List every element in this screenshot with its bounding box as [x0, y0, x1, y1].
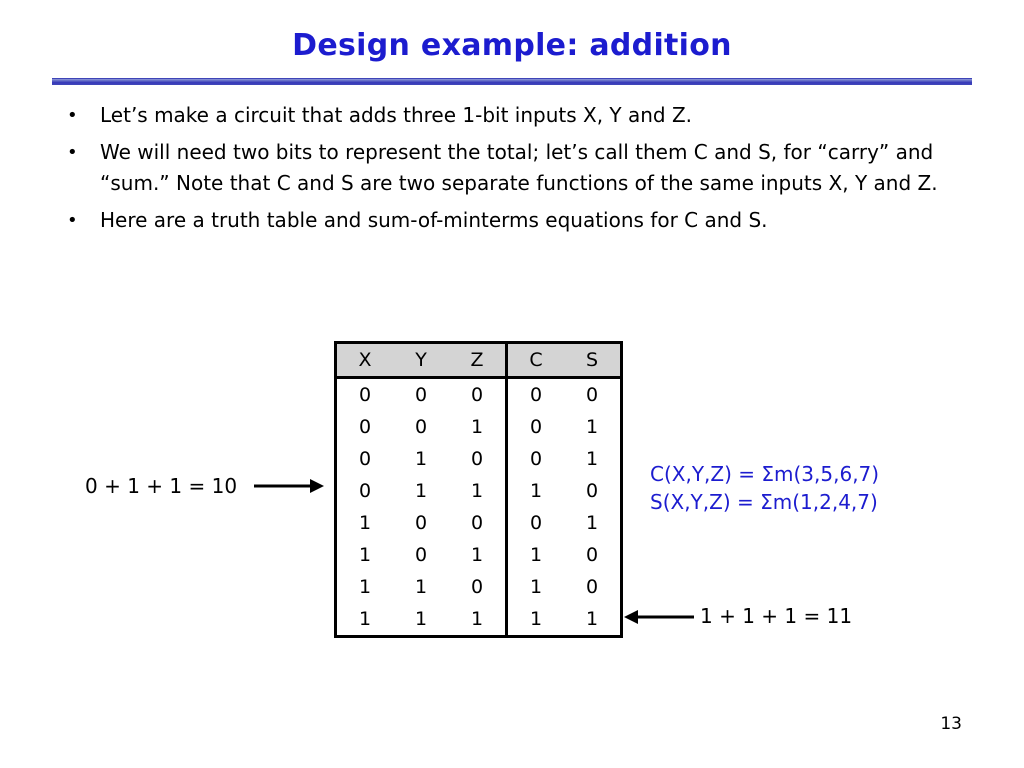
- table-cell: 0: [449, 571, 507, 603]
- table-cell: 0: [414, 512, 428, 534]
- bullet-icon: •: [67, 105, 78, 126]
- bullet-text: We will need two bits to represent the total; let’s call them C and S, for “carry” and “sum.” Note that C and S are two separate functions of the same inputs X, Y and Z.: [100, 140, 938, 195]
- table-row: [336, 475, 622, 507]
- table-cell: 0: [585, 544, 599, 566]
- table-row: [336, 443, 622, 475]
- table-cell: 1: [449, 603, 507, 637]
- carry-equation: C(X,Y,Z) = Σm(3,5,6,7): [650, 462, 880, 486]
- bullet-text: Here are a truth table and sum-of-minterms equations for C and S.: [100, 208, 768, 232]
- table-cell: 1: [358, 512, 372, 534]
- table-cell: 0: [414, 544, 428, 566]
- left-arrow-icon: [622, 607, 694, 627]
- column-header-y: Y: [393, 343, 449, 378]
- right-annotation: 1 + 1 + 1 = 11: [700, 604, 853, 628]
- truth-table: [334, 341, 623, 638]
- table-cell: 0: [358, 480, 372, 502]
- table-cell: 0: [529, 512, 543, 534]
- bullet-item: [65, 137, 965, 199]
- bullet-list: [65, 100, 965, 242]
- table-cell: 1: [358, 544, 372, 566]
- column-header-x: X: [336, 343, 394, 378]
- table-row: [336, 571, 622, 603]
- table-row: [336, 603, 622, 637]
- table-cell: 1: [585, 416, 599, 438]
- column-header-z: Z: [449, 343, 507, 378]
- column-header-c: C: [507, 343, 565, 378]
- table-cell: 0: [529, 448, 543, 470]
- table-cell: 1: [414, 448, 428, 470]
- table-cell: 0: [529, 384, 543, 406]
- table-cell: 0: [358, 384, 372, 406]
- table-cell: 1: [529, 544, 543, 566]
- table-cell: 0: [449, 507, 507, 539]
- table-row: [336, 378, 622, 412]
- page-number: 13: [940, 714, 962, 734]
- table-cell: 1: [585, 448, 599, 470]
- bullet-item: [65, 205, 965, 236]
- table-row: [336, 539, 622, 571]
- table-cell: 1: [529, 480, 543, 502]
- table-cell: 0: [358, 448, 372, 470]
- minterm-equations: [650, 460, 879, 516]
- table-cell: 1: [585, 512, 599, 534]
- table-cell: 0: [585, 480, 599, 502]
- table-cell: 0: [414, 384, 428, 406]
- right-arrow-icon: [254, 476, 326, 496]
- table-cell: 1: [529, 576, 543, 598]
- table-cell: 0: [449, 378, 507, 412]
- table-cell: 1: [449, 539, 507, 571]
- table-cell: 0: [585, 384, 599, 406]
- bullet-icon: •: [67, 142, 78, 163]
- table-cell: 1: [585, 608, 599, 630]
- column-header-s: S: [564, 343, 622, 378]
- table-header-row: [336, 343, 622, 378]
- table-cell: 1: [414, 608, 428, 630]
- table-cell: 0: [449, 443, 507, 475]
- left-annotation: 0 + 1 + 1 = 10: [85, 474, 238, 498]
- sum-equation: S(X,Y,Z) = Σm(1,2,4,7): [650, 490, 878, 514]
- title-divider: [52, 78, 972, 85]
- table-cell: 0: [414, 416, 428, 438]
- table-cell: 1: [529, 608, 543, 630]
- slide-title: Design example: addition: [292, 28, 732, 63]
- table-cell: 1: [449, 411, 507, 443]
- table-row: [336, 507, 622, 539]
- table-cell: 0: [358, 416, 372, 438]
- table-row: [336, 411, 622, 443]
- bullet-icon: •: [67, 210, 78, 231]
- bullet-item: [65, 100, 965, 131]
- table-cell: 0: [529, 416, 543, 438]
- table-cell: 0: [585, 576, 599, 598]
- table-cell: 1: [449, 475, 507, 507]
- table-cell: 1: [358, 576, 372, 598]
- bullet-text: Let’s make a circuit that adds three 1-bit inputs X, Y and Z.: [100, 103, 693, 127]
- table-cell: 1: [414, 576, 428, 598]
- table-cell: 1: [414, 480, 428, 502]
- table-cell: 1: [358, 608, 372, 630]
